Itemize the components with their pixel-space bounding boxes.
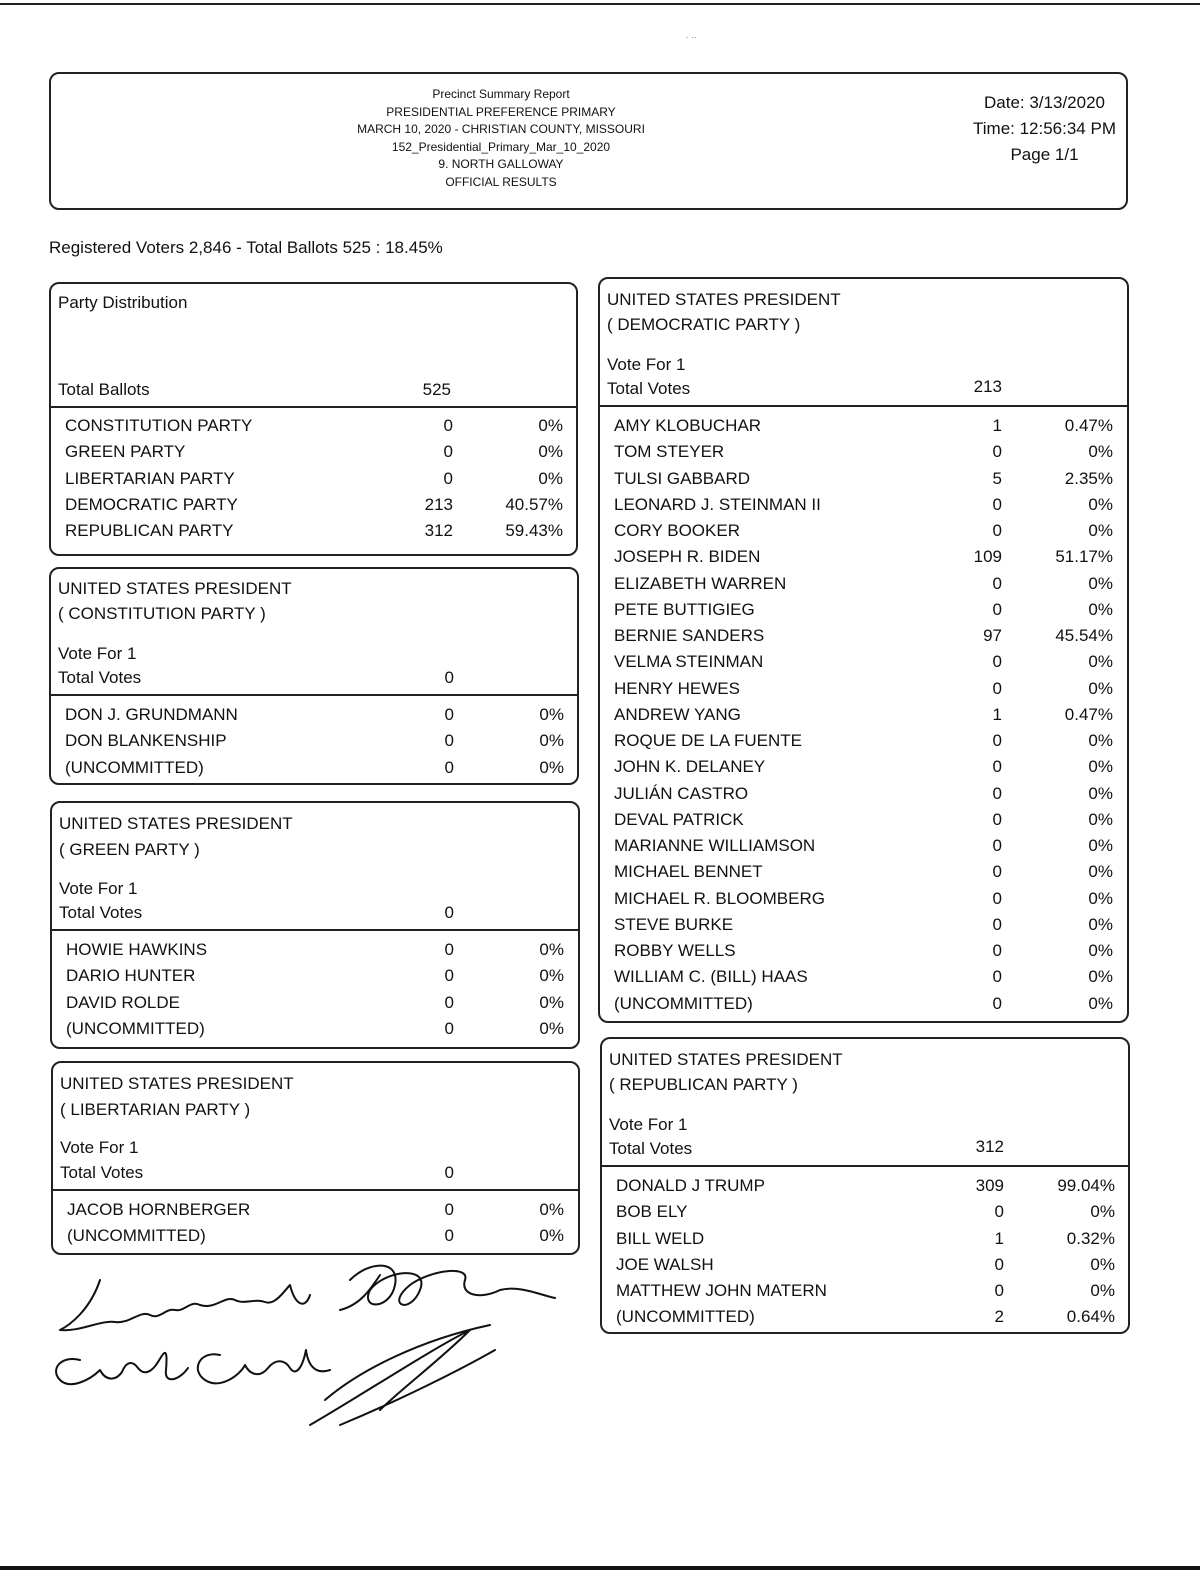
candidate-votes: 0: [992, 573, 1002, 593]
candidate-percent: 0%: [1088, 993, 1113, 1013]
candidate-name: BOB ELY: [616, 1202, 688, 1222]
total-ballots-label: Total Ballots: [58, 380, 150, 399]
candidate-percent: 0%: [1090, 1202, 1115, 1222]
candidate-row: [53, 1197, 578, 1223]
candidate-row: [600, 754, 1127, 780]
candidate-name: (UNCOMMITTED): [66, 1018, 205, 1038]
party-distribution-title: Party Distribution: [58, 293, 188, 312]
candidate-percent: 45.54%: [1055, 626, 1113, 645]
candidate-name: VELMA STEINMAN: [614, 652, 764, 672]
candidate-percent: 40.57%: [505, 494, 563, 514]
candidate-name: JOHN K. DELANEY: [614, 757, 766, 777]
candidate-row: [51, 755, 577, 781]
race-constitution-box: [49, 567, 579, 785]
candidate-percent: 0%: [539, 757, 564, 777]
turnout-summary: Registered Voters 2,846 - Total Ballots 525 : 18.45%: [49, 238, 443, 257]
candidate-name: ELIZABETH WARREN: [614, 573, 787, 593]
divider: [51, 694, 577, 696]
vote-for-label: Vote For 1: [60, 1138, 139, 1157]
candidate-votes: 0: [444, 966, 454, 986]
candidate-row: [52, 1016, 578, 1042]
candidate-percent: 0%: [1088, 652, 1113, 672]
candidate-name: DON BLANKENSHIP: [65, 731, 227, 751]
candidate-name: DAVID ROLDE: [66, 992, 180, 1012]
candidate-votes: 309: [975, 1176, 1004, 1195]
candidate-votes: 0: [992, 521, 1002, 540]
divider: [51, 406, 576, 408]
candidate-name: ROQUE DE LA FUENTE: [614, 731, 802, 750]
total-votes-value: 0: [444, 903, 454, 922]
race-title: UNITED STATES PRESIDENT: [59, 814, 293, 833]
candidate-percent: 0%: [1088, 494, 1113, 514]
total-votes-label: Total Votes: [58, 668, 142, 687]
candidate-row: [51, 518, 576, 544]
candidate-name: (UNCOMMITTED): [616, 1307, 755, 1327]
divider: [52, 929, 578, 931]
candidate-name: MICHAEL BENNET: [614, 862, 763, 882]
candidate-name: DEVAL PATRICK: [614, 809, 744, 829]
candidate-name: CONSTITUTION PARTY: [65, 416, 253, 435]
candidate-votes: 0: [992, 678, 1002, 698]
candidate-votes: 0: [992, 993, 1002, 1013]
candidate-percent: 0%: [538, 442, 563, 462]
race-party: ( LIBERTARIAN PARTY ): [60, 1100, 251, 1119]
scan-edge-bottom: [0, 1566, 1200, 1570]
candidate-row: [602, 1278, 1128, 1304]
candidate-name: JOSEPH R. BIDEN: [614, 547, 761, 567]
candidate-row: [600, 544, 1127, 570]
candidate-row: [600, 991, 1127, 1017]
candidate-row: [51, 702, 577, 728]
candidate-percent: 0%: [1088, 573, 1113, 593]
candidate-name: LEONARD J. STEINMAN II: [614, 494, 821, 514]
candidate-percent: 0%: [539, 1226, 564, 1246]
total-votes-label: Total Votes: [59, 903, 143, 922]
candidate-name: (UNCOMMITTED): [65, 757, 204, 777]
candidate-row: [602, 1226, 1128, 1252]
candidate-row: [51, 728, 577, 754]
candidate-name: PETE BUTTIGIEG: [614, 599, 755, 619]
candidate-percent: 0%: [1088, 599, 1113, 619]
candidate-votes: 0: [444, 1200, 454, 1219]
total-votes-value: 312: [975, 1137, 1004, 1156]
candidate-name: TOM STEYER: [614, 442, 725, 462]
report-date: Date: 3/13/2020: [984, 93, 1105, 112]
candidate-votes: 2: [994, 1307, 1004, 1327]
race-green-box: [50, 801, 580, 1049]
candidate-percent: 0%: [1088, 914, 1113, 934]
candidate-row: [53, 1223, 578, 1249]
candidate-percent: 0%: [1088, 809, 1113, 829]
race-party: ( DEMOCRATIC PARTY ): [607, 315, 801, 334]
candidate-row: [51, 413, 576, 439]
candidate-votes: 0: [444, 731, 454, 751]
total-votes-label: Total Votes: [609, 1139, 693, 1158]
candidate-votes: 1: [992, 416, 1002, 435]
candidate-name: LIBERTARIAN PARTY: [65, 468, 235, 488]
candidate-percent: 0%: [1088, 836, 1113, 855]
candidate-votes: 0: [992, 757, 1002, 777]
total-votes-value: 0: [444, 1163, 454, 1182]
candidate-percent: 0%: [1088, 731, 1113, 750]
candidate-votes: 0: [994, 1281, 1004, 1300]
candidate-name: AMY KLOBUCHAR: [614, 416, 762, 435]
candidate-percent: 0%: [538, 416, 563, 435]
divider: [53, 1189, 578, 1191]
candidate-votes: 0: [992, 862, 1002, 882]
candidate-percent: 59.43%: [505, 521, 563, 540]
candidate-name: GREEN PARTY: [65, 442, 186, 462]
candidate-percent: 2.35%: [1064, 468, 1113, 488]
candidate-row: [600, 938, 1127, 964]
candidate-row: [600, 728, 1127, 754]
report-header-center: [51, 86, 951, 192]
candidate-votes: 0: [992, 836, 1002, 855]
candidate-row: [600, 413, 1127, 439]
candidate-votes: 0: [992, 599, 1002, 619]
candidate-percent: 0%: [1088, 757, 1113, 777]
candidate-votes: 0: [444, 940, 454, 959]
candidate-votes: 0: [444, 992, 454, 1012]
candidate-votes: 0: [444, 1226, 454, 1246]
candidate-row: [51, 492, 576, 518]
candidate-row: [51, 439, 576, 465]
candidate-votes: 0: [443, 416, 453, 435]
candidate-votes: 213: [424, 494, 453, 514]
candidate-row: [602, 1199, 1128, 1225]
candidate-row: [600, 518, 1127, 544]
candidate-percent: 0%: [1088, 862, 1113, 882]
candidate-name: JULIÁN CASTRO: [614, 783, 749, 803]
candidate-name: MICHAEL R. BLOOMBERG: [614, 888, 825, 908]
candidate-row: [600, 807, 1127, 833]
candidate-name: DONALD J TRUMP: [616, 1176, 765, 1195]
race-title: UNITED STATES PRESIDENT: [58, 579, 292, 598]
candidate-name: (UNCOMMITTED): [67, 1226, 206, 1246]
candidate-votes: 0: [443, 468, 453, 488]
candidate-row: [52, 937, 578, 963]
candidate-percent: 0%: [538, 468, 563, 488]
candidate-name: CORY BOOKER: [614, 521, 740, 540]
race-libertarian-box: [51, 1061, 580, 1255]
race-title: UNITED STATES PRESIDENT: [609, 1050, 843, 1069]
candidate-votes: 0: [992, 652, 1002, 672]
vote-for-label: Vote For 1: [607, 355, 686, 374]
candidate-percent: 0%: [539, 1018, 564, 1038]
total-votes-value: 213: [973, 377, 1002, 396]
candidate-row: [600, 781, 1127, 807]
total-votes-label: Total Votes: [60, 1163, 144, 1182]
total-votes-label: Total Votes: [607, 379, 691, 398]
candidate-row: [600, 859, 1127, 885]
candidate-percent: 0%: [1088, 941, 1113, 960]
race-party: ( REPUBLICAN PARTY ): [609, 1075, 798, 1094]
candidate-row: [600, 597, 1127, 623]
candidate-name: DON J. GRUNDMANN: [65, 705, 238, 724]
scan-speck: ˙ ˙˙: [686, 36, 698, 46]
total-votes-value: 0: [444, 668, 454, 687]
candidate-name: BILL WELD: [616, 1228, 705, 1248]
report-election: PRESIDENTIAL PREFERENCE PRIMARY: [386, 104, 616, 119]
candidate-votes: 109: [973, 547, 1002, 567]
candidate-votes: 0: [444, 705, 454, 724]
candidate-votes: 312: [424, 521, 453, 540]
report-date-county: MARCH 10, 2020 - CHRISTIAN COUNTY, MISSOURI: [357, 122, 645, 137]
candidate-row: [600, 623, 1127, 649]
candidate-row: [602, 1173, 1128, 1199]
candidate-row: [600, 886, 1127, 912]
candidate-votes: 0: [444, 757, 454, 777]
candidate-percent: 0%: [1088, 888, 1113, 908]
candidate-percent: 0%: [539, 705, 564, 724]
race-republican-box: [600, 1037, 1130, 1334]
candidate-percent: 0.32%: [1066, 1228, 1115, 1248]
candidate-row: [600, 492, 1127, 518]
candidate-row: [600, 912, 1127, 938]
candidate-percent: 0%: [539, 992, 564, 1012]
candidate-votes: 0: [992, 442, 1002, 462]
candidate-percent: 0%: [1090, 1281, 1115, 1300]
candidate-name: BERNIE SANDERS: [614, 626, 765, 645]
candidate-percent: 0%: [1088, 442, 1113, 462]
report-precinct: 9. NORTH GALLOWAY: [438, 157, 564, 172]
candidate-row: [52, 990, 578, 1016]
candidate-name: MATTHEW JOHN MATERN: [616, 1281, 827, 1300]
divider: [600, 405, 1127, 407]
candidate-row: [600, 964, 1127, 990]
candidate-votes: 0: [443, 442, 453, 462]
candidate-percent: 0%: [1088, 678, 1113, 698]
candidate-votes: 0: [992, 967, 1002, 987]
candidate-row: [600, 439, 1127, 465]
report-header: [49, 72, 1128, 210]
candidate-percent: 0%: [539, 1200, 564, 1219]
candidate-row: [600, 571, 1127, 597]
candidate-votes: 0: [992, 783, 1002, 803]
candidate-votes: 0: [992, 888, 1002, 908]
candidate-name: ANDREW YANG: [614, 704, 741, 724]
candidate-percent: 0%: [1088, 783, 1113, 803]
candidate-percent: 0.64%: [1066, 1307, 1115, 1327]
candidate-votes: 5: [992, 468, 1002, 488]
candidate-percent: 0.47%: [1064, 416, 1113, 435]
candidate-name: HOWIE HAWKINS: [66, 940, 208, 959]
candidate-row: [600, 649, 1127, 675]
candidate-name: TULSI GABBARD: [614, 468, 751, 488]
candidate-row: [51, 466, 576, 492]
vote-for-label: Vote For 1: [609, 1115, 688, 1134]
race-party: ( GREEN PARTY ): [59, 840, 200, 859]
candidate-votes: 0: [444, 1018, 454, 1038]
candidate-percent: 0%: [1088, 521, 1113, 540]
report-meta: [973, 90, 1116, 168]
candidate-votes: 0: [992, 914, 1002, 934]
candidate-votes: 0: [992, 494, 1002, 514]
candidate-name: DARIO HUNTER: [66, 966, 196, 986]
candidate-row: [52, 963, 578, 989]
candidate-name: DEMOCRATIC PARTY: [65, 494, 238, 514]
race-title: UNITED STATES PRESIDENT: [607, 290, 841, 309]
candidate-name: WILLIAM C. (BILL) HAAS: [614, 967, 808, 987]
vote-for-label: Vote For 1: [58, 644, 137, 663]
candidate-name: STEVE BURKE: [614, 914, 734, 934]
scan-edge-top: [0, 3, 1200, 5]
candidate-percent: 0%: [1090, 1254, 1115, 1274]
candidate-votes: 97: [983, 626, 1002, 645]
candidate-percent: 0%: [539, 940, 564, 959]
candidate-name: (UNCOMMITTED): [614, 993, 753, 1013]
race-title: UNITED STATES PRESIDENT: [60, 1074, 294, 1093]
candidate-row: [600, 833, 1127, 859]
report-status: OFFICIAL RESULTS: [445, 174, 557, 189]
candidate-votes: 1: [994, 1228, 1004, 1248]
candidate-row: [602, 1252, 1128, 1278]
candidate-votes: 0: [994, 1254, 1004, 1274]
candidate-votes: 0: [992, 731, 1002, 750]
candidate-name: HENRY HEWES: [614, 678, 740, 698]
candidate-row: [600, 676, 1127, 702]
candidate-percent: 51.17%: [1055, 547, 1113, 567]
race-party: ( CONSTITUTION PARTY ): [58, 604, 266, 623]
candidate-percent: 0%: [539, 966, 564, 986]
party-distribution-box: [49, 282, 578, 556]
candidate-name: ROBBY WELLS: [614, 941, 736, 960]
candidate-percent: 99.04%: [1057, 1176, 1115, 1195]
report-election-id: 152_Presidential_Primary_Mar_10_2020: [391, 139, 611, 154]
candidate-row: [602, 1304, 1128, 1330]
candidate-votes: 1: [992, 704, 1002, 724]
vote-for-label: Vote For 1: [59, 879, 138, 898]
candidate-percent: 0%: [1088, 967, 1113, 987]
report-time: Time: 12:56:34 PM: [973, 119, 1116, 138]
candidate-name: JACOB HORNBERGER: [67, 1200, 251, 1219]
candidate-votes: 0: [992, 941, 1002, 960]
total-ballots-value: 525: [422, 380, 451, 399]
candidate-row: [600, 466, 1127, 492]
candidate-percent: 0.47%: [1064, 704, 1113, 724]
candidate-name: REPUBLICAN PARTY: [65, 521, 234, 540]
candidate-row: [600, 702, 1127, 728]
report-title: Precinct Summary Report: [432, 87, 570, 101]
divider: [602, 1165, 1128, 1167]
candidate-name: MARIANNE WILLIAMSON: [614, 836, 816, 855]
candidate-votes: 0: [992, 809, 1002, 829]
report-page: Page 1/1: [1010, 145, 1079, 164]
race-democratic-box: [598, 277, 1129, 1023]
handwritten-signatures: [40, 1250, 580, 1440]
candidate-votes: 0: [994, 1202, 1004, 1222]
candidate-percent: 0%: [539, 731, 564, 751]
candidate-name: JOE WALSH: [616, 1254, 714, 1274]
